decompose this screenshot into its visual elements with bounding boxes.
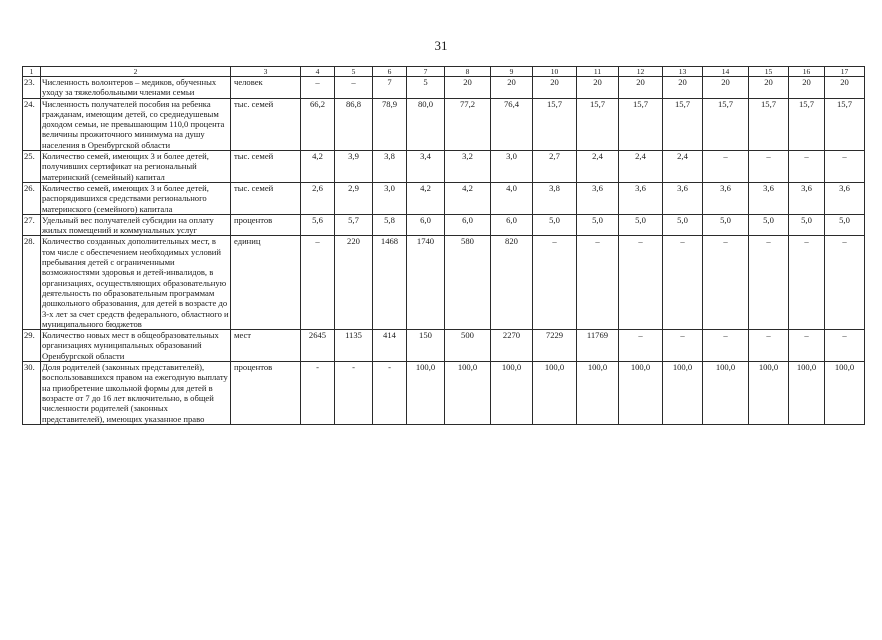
value-cell: 76,4	[491, 98, 533, 150]
value-cell: 2,4	[663, 151, 703, 183]
value-cell: 820	[491, 236, 533, 330]
value-cell: 20	[445, 77, 491, 99]
column-number-4: 4	[301, 67, 335, 77]
value-cell: 2645	[301, 330, 335, 362]
column-number-row	[23, 67, 865, 77]
value-cell: –	[577, 236, 619, 330]
value-cell: 3,9	[335, 151, 373, 183]
column-number-2: 2	[41, 67, 231, 77]
value-cell: 220	[335, 236, 373, 330]
value-cell: –	[825, 330, 865, 362]
indicator-name: Количество новых мест в общеобразовательных организациях муниципальных образований Оренбургской области	[41, 330, 231, 362]
value-cell: 5,7	[335, 214, 373, 236]
value-cell: 3,8	[373, 151, 407, 183]
unit-of-measure: мест	[231, 330, 301, 362]
value-cell: 20	[619, 77, 663, 99]
value-cell: –	[749, 151, 789, 183]
value-cell: 20	[749, 77, 789, 99]
value-cell: 100,0	[407, 362, 445, 425]
column-number-3: 3	[231, 67, 301, 77]
value-cell: –	[749, 236, 789, 330]
value-cell: 6,0	[407, 214, 445, 236]
value-cell: –	[825, 236, 865, 330]
value-cell: 20	[789, 77, 825, 99]
value-cell: 5,0	[619, 214, 663, 236]
unit-of-measure: единиц	[231, 236, 301, 330]
table-row	[23, 151, 865, 183]
unit-of-measure: человек	[231, 77, 301, 99]
value-cell: 580	[445, 236, 491, 330]
column-number-17: 17	[825, 67, 865, 77]
value-cell: 414	[373, 330, 407, 362]
unit-of-measure: тыс. семей	[231, 98, 301, 150]
value-cell: –	[619, 330, 663, 362]
value-cell: 4,2	[301, 151, 335, 183]
indicators-table	[22, 66, 865, 425]
value-cell: -	[301, 362, 335, 425]
column-number-14: 14	[703, 67, 749, 77]
value-cell: 100,0	[789, 362, 825, 425]
value-cell: 80,0	[407, 98, 445, 150]
value-cell: –	[703, 236, 749, 330]
value-cell: 5,0	[663, 214, 703, 236]
value-cell: 100,0	[749, 362, 789, 425]
value-cell: 4,0	[491, 182, 533, 214]
value-cell: 3,0	[491, 151, 533, 183]
value-cell: 6,0	[491, 214, 533, 236]
value-cell: 86,8	[335, 98, 373, 150]
column-number-12: 12	[619, 67, 663, 77]
value-cell: 3,6	[577, 182, 619, 214]
value-cell: 5,6	[301, 214, 335, 236]
value-cell: –	[703, 151, 749, 183]
value-cell: 5,0	[703, 214, 749, 236]
indicator-name: Численность получателей пособия на ребенка гражданам, имеющим детей, со среднедушевым доходом семьи, не превышающим 110,0 процента величины прожиточного минимума на душу населения в Оренбургской области	[41, 98, 231, 150]
value-cell: 5,0	[825, 214, 865, 236]
value-cell: 100,0	[703, 362, 749, 425]
value-cell: 3,4	[407, 151, 445, 183]
unit-of-measure: процентов	[231, 214, 301, 236]
indicator-name: Количество семей, имеющих 3 и более детей, распорядившихся средствами регионального материнского (семейного) капитала	[41, 182, 231, 214]
column-number-8: 8	[445, 67, 491, 77]
value-cell: –	[533, 236, 577, 330]
column-number-6: 6	[373, 67, 407, 77]
value-cell: 15,7	[577, 98, 619, 150]
value-cell: 20	[533, 77, 577, 99]
value-cell: 4,2	[407, 182, 445, 214]
indicator-name: Удельный вес получателей субсидии на оплату жилых помещений и коммунальных услуг	[41, 214, 231, 236]
value-cell: 2,4	[577, 151, 619, 183]
value-cell: 1135	[335, 330, 373, 362]
unit-of-measure: процентов	[231, 362, 301, 425]
value-cell: 100,0	[663, 362, 703, 425]
value-cell: 15,7	[663, 98, 703, 150]
value-cell: 15,7	[619, 98, 663, 150]
value-cell: 15,7	[749, 98, 789, 150]
value-cell: 20	[491, 77, 533, 99]
value-cell: 2,9	[335, 182, 373, 214]
value-cell: 20	[703, 77, 749, 99]
value-cell: 100,0	[577, 362, 619, 425]
value-cell: –	[825, 151, 865, 183]
column-number-10: 10	[533, 67, 577, 77]
value-cell: 5,0	[789, 214, 825, 236]
column-number-13: 13	[663, 67, 703, 77]
row-number: 27.	[23, 214, 41, 236]
table-row	[23, 330, 865, 362]
value-cell: –	[703, 330, 749, 362]
table-row	[23, 98, 865, 150]
value-cell: 2,7	[533, 151, 577, 183]
column-number-1: 1	[23, 67, 41, 77]
value-cell: 3,0	[373, 182, 407, 214]
column-number-15: 15	[749, 67, 789, 77]
value-cell: 3,8	[533, 182, 577, 214]
value-cell: –	[335, 77, 373, 99]
indicator-name: Численность волонтеров – медиков, обученных уходу за тяжелобольными членами семьи	[41, 77, 231, 99]
value-cell: 78,9	[373, 98, 407, 150]
value-cell: –	[749, 330, 789, 362]
value-cell: 3,6	[789, 182, 825, 214]
value-cell: 20	[577, 77, 619, 99]
value-cell: 4,2	[445, 182, 491, 214]
value-cell: 100,0	[619, 362, 663, 425]
row-number: 25.	[23, 151, 41, 183]
value-cell: –	[789, 236, 825, 330]
row-number: 29.	[23, 330, 41, 362]
row-number: 30.	[23, 362, 41, 425]
value-cell: –	[789, 330, 825, 362]
value-cell: 3,6	[663, 182, 703, 214]
value-cell: 11769	[577, 330, 619, 362]
value-cell: 5,0	[533, 214, 577, 236]
value-cell: 20	[663, 77, 703, 99]
row-number: 28.	[23, 236, 41, 330]
table-row	[23, 77, 865, 99]
value-cell: 3,6	[703, 182, 749, 214]
value-cell: –	[301, 77, 335, 99]
value-cell: 5,0	[749, 214, 789, 236]
value-cell: 3,6	[749, 182, 789, 214]
value-cell: 15,7	[703, 98, 749, 150]
value-cell: 5,8	[373, 214, 407, 236]
unit-of-measure: тыс. семей	[231, 182, 301, 214]
row-number: 23.	[23, 77, 41, 99]
table-row	[23, 182, 865, 214]
value-cell: –	[301, 236, 335, 330]
value-cell: 15,7	[533, 98, 577, 150]
value-cell: 1740	[407, 236, 445, 330]
value-cell: 100,0	[491, 362, 533, 425]
value-cell: 6,0	[445, 214, 491, 236]
column-number-7: 7	[407, 67, 445, 77]
value-cell: 2,4	[619, 151, 663, 183]
indicator-name: Доля родителей (законных представителей), воспользовавшихся правом на ежегодную выплату на приобретение школьной формы для детей в возрасте от 7 до 16 лет включительно, в общей численности родителей (законных представителей), имеющих указанное право	[41, 362, 231, 425]
value-cell: 2270	[491, 330, 533, 362]
row-number: 24.	[23, 98, 41, 150]
value-cell: 66,2	[301, 98, 335, 150]
value-cell: 77,2	[445, 98, 491, 150]
value-cell: 7229	[533, 330, 577, 362]
row-number: 26.	[23, 182, 41, 214]
value-cell: 3,6	[825, 182, 865, 214]
value-cell: 3,6	[619, 182, 663, 214]
column-number-5: 5	[335, 67, 373, 77]
value-cell: 100,0	[445, 362, 491, 425]
value-cell: 100,0	[825, 362, 865, 425]
value-cell: -	[373, 362, 407, 425]
value-cell: 15,7	[825, 98, 865, 150]
table-row	[23, 214, 865, 236]
column-number-16: 16	[789, 67, 825, 77]
column-number-9: 9	[491, 67, 533, 77]
value-cell: 2,6	[301, 182, 335, 214]
value-cell: 3,2	[445, 151, 491, 183]
value-cell: 7	[373, 77, 407, 99]
value-cell: 1468	[373, 236, 407, 330]
unit-of-measure: тыс. семей	[231, 151, 301, 183]
value-cell: -	[335, 362, 373, 425]
indicator-name: Количество созданных дополнительных мест, в том числе с обеспечением необходимых условий пребывания детей с ограниченными возможностями здоровья и детей-инвалидов, в организациях, осуществляющих образовательную деятельность по образовательным программам дошкольного образования, для детей в возрасте до 3-х лет за счет средств федерального, областного и муниципального бюджетов	[42, 236, 229, 329]
value-cell: 100,0	[533, 362, 577, 425]
page-number: 31	[434, 38, 448, 53]
value-cell: 500	[445, 330, 491, 362]
value-cell: 5,0	[577, 214, 619, 236]
value-cell: –	[663, 236, 703, 330]
value-cell: 20	[825, 77, 865, 99]
value-cell: –	[789, 151, 825, 183]
value-cell: 150	[407, 330, 445, 362]
table-row	[23, 362, 865, 425]
value-cell: 15,7	[789, 98, 825, 150]
value-cell: –	[663, 330, 703, 362]
value-cell: –	[619, 236, 663, 330]
value-cell: 5	[407, 77, 445, 99]
indicator-name: Количество семей, имеющих 3 и более детей, получивших сертификат на региональный материнский (семейный) капитал	[41, 151, 231, 183]
table-row	[23, 236, 865, 330]
column-number-11: 11	[577, 67, 619, 77]
